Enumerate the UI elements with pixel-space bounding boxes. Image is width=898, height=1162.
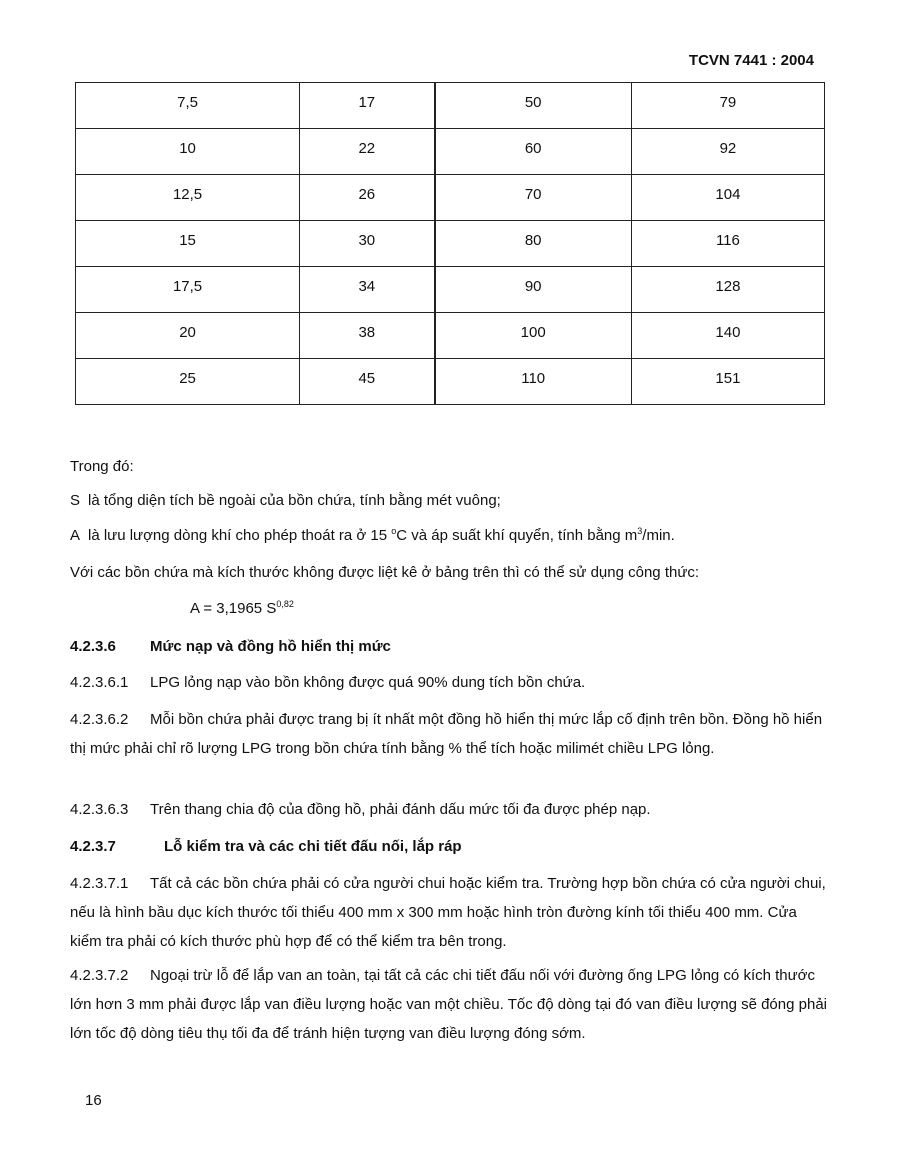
- table-cell: [631, 267, 824, 313]
- degree-sup: o: [391, 526, 397, 536]
- table-cell: [435, 313, 632, 359]
- table-row: [76, 267, 825, 313]
- table-cell: [631, 129, 824, 175]
- table-cell: [76, 129, 300, 175]
- table-cell: [300, 175, 435, 221]
- item-number: 4.2.3.6.1: [70, 674, 129, 691]
- item-text: Mỗi bồn chứa phải được trang bị ít nhất một đồng hồ hiển thị mức lắp cố định trên bồn. Đồng hồ hiển thị mức phải chỉ rõ lượng LPG trong bồn chứa tính bằng % thể tích hoặc milimét chiều LPG lỏng.: [70, 711, 823, 757]
- table-cell: [435, 129, 632, 175]
- table-cell: [631, 359, 824, 405]
- item-42361: [70, 668, 830, 697]
- item-42371: [70, 869, 830, 956]
- cell-value: 128: [715, 278, 741, 295]
- item-number: 4.2.3.7.1: [70, 875, 129, 892]
- cell-value: 17,5: [172, 278, 203, 295]
- table-row: [76, 83, 825, 129]
- legend-s: [70, 486, 830, 515]
- standard-code: TCVN 7441 : 2004: [688, 52, 814, 69]
- cell-value: 50: [524, 94, 542, 111]
- legend-a: [70, 521, 830, 550]
- cell-value: 100: [520, 324, 546, 341]
- item-42362: [70, 705, 830, 763]
- item-text: Ngoại trừ lỗ để lắp van an toàn, tại tất cả các chi tiết đấu nối với đường ống LPG lỏng có kích thước lớn hơn 3 mm phải được lắp van điều lượng hoặc van một chiều. Tốc độ dòng tại đó van điều lượng sẽ đóng phải lớn tốc độ dòng tiêu thụ tối đa để tránh hiện tượng van điều lượng đóng sớm.: [70, 967, 827, 1042]
- a-definition-1: là lưu lượng dòng khí cho phép thoát ra ở 15: [88, 527, 392, 544]
- item-number: 4.2.3.7.2: [70, 967, 129, 984]
- cell-value: 15: [179, 232, 196, 249]
- table-cell: [435, 267, 632, 313]
- section-4236-number: 4.2.3.6: [70, 638, 116, 655]
- cell-value: 140: [715, 324, 741, 341]
- cell-value: 60: [524, 140, 542, 157]
- item-text: Trên thang chia độ của đồng hồ, phải đánh dấu mức tối đa được phép nạp.: [150, 801, 651, 818]
- item-number: 4.2.3.6.3: [70, 801, 129, 818]
- item-text: Tất cả các bồn chứa phải có cửa người chui hoặc kiểm tra. Trường hợp bồn chứa có cửa người chui, nếu là hình bầu dục kích thước tối thiểu 400 mm x 300 mm hoặc hình tròn đường kính tối thiểu 400 mm. Cửa kiểm tra phải có kích thước phù hợp để có thể kiểm tra bên trong.: [70, 875, 826, 950]
- legend-intro: Trong đó:: [70, 458, 134, 475]
- table-row: [76, 359, 825, 405]
- table-cell: [435, 359, 632, 405]
- table-row: [76, 221, 825, 267]
- cell-value: 92: [719, 140, 737, 157]
- table-cell: [631, 175, 824, 221]
- formula-base: A = 3,1965 S: [190, 600, 277, 617]
- item-number: 4.2.3.6.2: [70, 711, 129, 728]
- item-42372: [70, 961, 830, 1048]
- section-4237-title: Lỗ kiểm tra và các chi tiết đấu nối, lắp ráp: [164, 838, 462, 855]
- table-row: [76, 313, 825, 359]
- cell-value: 10: [179, 140, 196, 157]
- item-42363: [70, 795, 830, 824]
- table-row: [76, 175, 825, 221]
- table-cell: [435, 175, 632, 221]
- table-cell: [300, 267, 435, 313]
- cell-value: 151: [715, 370, 741, 387]
- table-cell: [300, 129, 435, 175]
- cubic-sup: 3: [637, 526, 643, 536]
- table-row: [76, 129, 825, 175]
- cell-value: 70: [524, 186, 542, 203]
- table-cell: [76, 313, 300, 359]
- table-cell: [631, 221, 824, 267]
- a-definition-2: C và áp suất khí quyển, tính bằng m: [396, 527, 638, 544]
- cell-value: 30: [358, 232, 376, 249]
- table-cell: [300, 359, 435, 405]
- cell-value: 104: [715, 186, 741, 203]
- table-cell: [76, 221, 300, 267]
- section-4237-heading: [70, 832, 830, 861]
- cell-value: 80: [524, 232, 542, 249]
- cell-value: 25: [179, 370, 196, 387]
- cell-value: 110: [521, 370, 546, 387]
- flow-rate-table: [75, 82, 825, 405]
- s-definition: là tổng diện tích bề ngoài của bồn chứa, tính bằng mét vuông;: [88, 492, 501, 509]
- formula: [190, 600, 294, 617]
- table-cell: [76, 267, 300, 313]
- cell-value: 34: [358, 278, 376, 295]
- table-cell: [631, 313, 824, 359]
- cell-value: 38: [358, 324, 376, 341]
- cell-value: 7,5: [177, 94, 198, 111]
- page-number: 16: [85, 1092, 102, 1109]
- cell-value: 45: [358, 370, 376, 387]
- cell-value: 12,5: [172, 186, 203, 203]
- table-cell: [300, 313, 435, 359]
- table-cell: [435, 83, 632, 129]
- cell-value: 20: [179, 324, 196, 341]
- table-cell: [300, 221, 435, 267]
- cell-value: 79: [719, 94, 737, 111]
- cell-value: 116: [715, 232, 740, 249]
- formula-intro: Với các bồn chứa mà kích thước không được liệt kê ở bảng trên thì có thể sử dụng công thức:: [70, 564, 700, 581]
- a-definition-3: /min.: [642, 527, 675, 544]
- section-4236-heading: [70, 632, 830, 661]
- table-cell: [435, 221, 632, 267]
- formula-exponent: 0,82: [276, 599, 294, 609]
- cell-value: 90: [524, 278, 542, 295]
- table-cell: [631, 83, 824, 129]
- cell-value: 26: [358, 186, 376, 203]
- cell-value: 22: [358, 140, 376, 157]
- s-symbol: S: [70, 492, 81, 509]
- table-cell: [300, 83, 435, 129]
- table-cell: [76, 359, 300, 405]
- table-cell: [76, 83, 300, 129]
- section-4236-title: Mức nạp và đồng hồ hiển thị mức: [150, 638, 391, 655]
- a-symbol: A: [70, 527, 81, 544]
- section-4237-number: 4.2.3.7: [70, 838, 116, 855]
- item-text: LPG lỏng nạp vào bồn không được quá 90% dung tích bồn chứa.: [150, 674, 586, 691]
- table-cell: [76, 175, 300, 221]
- cell-value: 17: [358, 94, 376, 111]
